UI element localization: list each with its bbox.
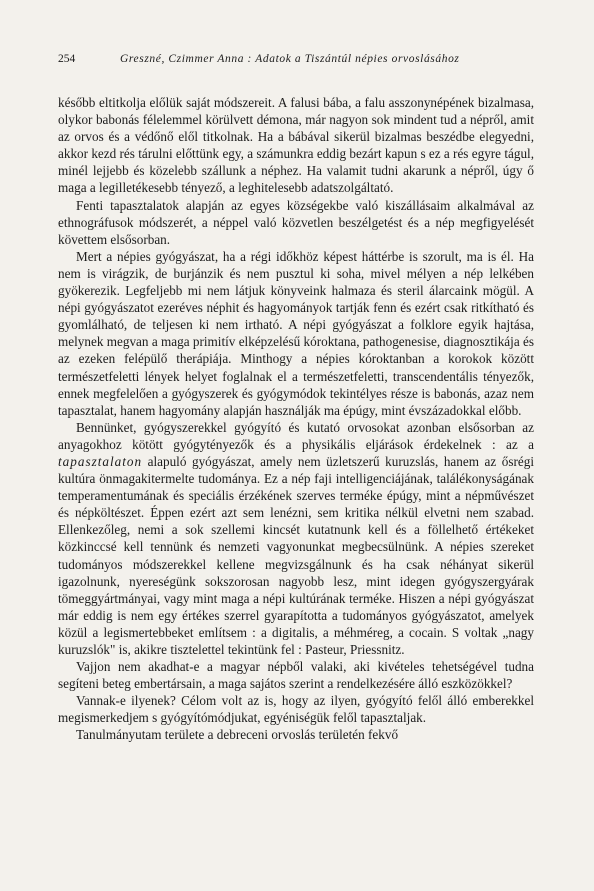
page-number: 254 — [58, 53, 76, 65]
emphasized-term: tapasztalaton — [58, 453, 143, 469]
paragraph-7: Tanulmányutam területe a debreceni orvoslás területén fekvő — [76, 727, 399, 743]
running-head: Greszné, Czimmer Anna : Adatok a Tiszántúl népies orvoslásához — [120, 53, 460, 65]
paragraph-6: Vannak-e ilyenek? Célom volt az is, hogy az ilyen, gyógyító felől álló emberekkel megismerkedjem s gyógyítómódjukat, egyéniségük felől tapasztaljak. — [58, 693, 534, 726]
paragraph-3: Mert a népies gyógyászat, ha a régi időkhöz képest háttérbe is szorult, ma is él. Ha nem is virágzik, de burjánzik és nem pusztul ki soha, mivel mélyen a nép lelkében gyökerezik. Legfeljebb mi nem látjuk könyveink halmaza és steril álarcaink mögül. A népi gyógyászatot ezeréves néphit és hagyományok tartják fenn és ezért csak ritkítható és gyomlálható, de teljesen ki nem irtható. A népi gyógyászat a folklore egyik hajtása, melynek megvan a maga primitív elképzelésű kóroktana, pathogenesise, diagnosztikája és az ezeken felépülő therápiája. Minthogy a népies kóroktanban a korokok között természetfeletti lények helyet foglalnak el a természetfeletti, transcendentális tényezők, ennek megfelelően a gyógyszerek és gyógymódok tekintélyes része is babonás, azaz nem tapasztalat, hanem hagyomány alapján használják ma épúgy, mint évszázadokkal előbb. — [58, 248, 534, 418]
paragraph-4-before: Bennünket, gyógyszerekkel gyógyító és kutató orvosokat azonban elsősorban az anyagokhoz kötött gyógytényezők és a physikális eljárások érdekelnek : az a — [58, 419, 534, 452]
page-header — [58, 53, 534, 65]
paragraph-1: később eltitkolja előlük saját módszereit. A falusi bába, a falu asszonynépének bizalmasa, olykor babonás félelemmel körülvett démona, már nagyon sok mindent tud a népről, amit az orvos és a védőnő elől titkolnak. Ha a bábával sikerül bizalmas beszédbe elegyedni, akkor kezd rés tárulni előttünk egy, a számunkra eddig bezárt kapun s ez a rés egyre tágul, minél lejjebb és közelebb szállunk a néphez. Ha valamit tudni akarunk a népről, úgy ő maga a legilletékesebb tényező, a leghitelesebb adatszolgáltató. — [58, 95, 534, 196]
paragraph-2: Fenti tapasztalatok alapján az egyes községekbe való kiszállásaim alkalmával az ethnográfusok módszerét, a néppel való közvetlen beszélgetést és a nép megfigyelését követtem elsősorban. — [58, 197, 534, 247]
paragraph-4-after: alapuló gyógyászat, amely nem üzletszerű kuruzslás, hanem az ősrégi kultúra önmagakitermelte tudománya. Ez a nép faji intelligenciájának, találékonyságának temperamentumának és speciális érzékének szerves terméke épúgy, mint a népművészet és népköltészet. Éppen ezért azt sem lenézni, sem kritika nélkül elvetni nem szabad. Ellenkezőleg, nemi a sok szellemi kincsét kutatnunk kell és a föllelhető értékeket közkinccsé kell tennünk és nemzeti vagyonunkat megbecsülnünk. A népies szereket tudományos módszerekkel kellene megvizsgálnunk és ha csak néhányat sikerül igazolnunk, nyereségünk sokszorosan nagyobb lesz, mint idegen gyógyszergyárak tömeggyártmányai, vagy mint maga a népi kultúrának terméke. Hiszen a népi gyógyászat már eddig is nem egy értékes szerrel gyarapította a tudományos gyógyászatot, amelyek közül a legismertebbeket említsem : a digitalis, a méhméreg, a cocain. S voltak „nagy kuruzslók" is, akikre tisztelettel tekintünk fel : Pasteur, Priessnitz. — [58, 453, 534, 657]
body-text — [58, 94, 534, 744]
paragraph-5: Vajjon nem akadhat-e a magyar népből valaki, aki kivételes tehetségével tudna segíteni beteg embertársain, a maga sajátos szerint a rendelkezésére álló eszközökkel? — [58, 659, 534, 692]
paragraph-4 — [58, 419, 534, 658]
